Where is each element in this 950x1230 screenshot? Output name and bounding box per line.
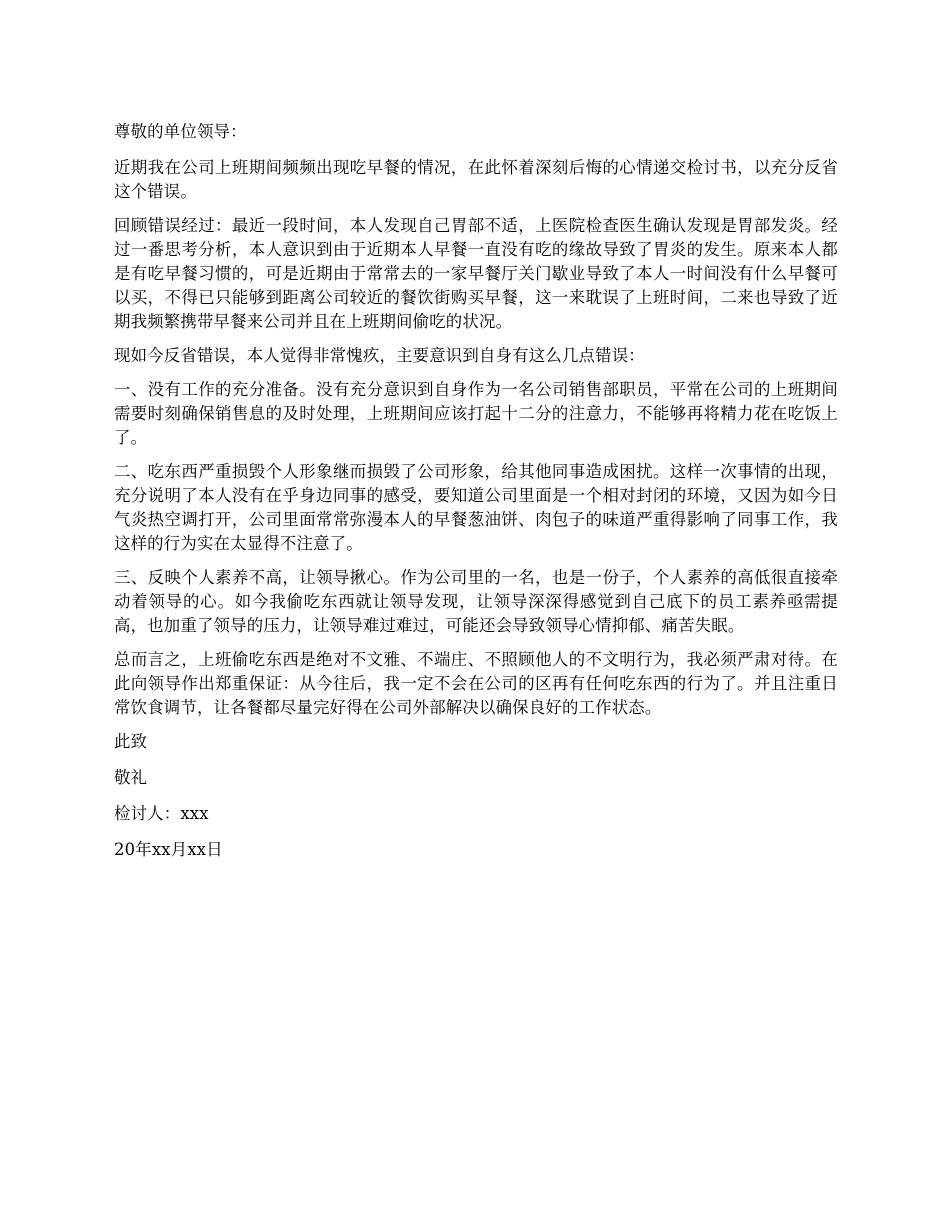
signature: 检讨人：xxx [114, 804, 209, 823]
paragraph-intro: 近期我在公司上班期间频频出现吃早餐的情况，在此怀着深刻后悔的心情递交检讨书，以充分反省这个错误。 [114, 158, 838, 201]
date: 20年xx月xx日 [114, 840, 223, 859]
closing-line-1: 此致 [114, 732, 148, 751]
closing-line-2: 敬礼 [114, 768, 148, 787]
paragraph-conclusion: 总而言之，上班偷吃东西是绝对不文雅、不端庄、不照顾他人的不文明行为，我必须严肃对待。在此向领导作出郑重保证：从今往后，我一定不会在公司的区再有任何吃东西的行为了。并且注重日常饮食调节，让各餐都尽量完好得在公司外部解决以确保良好的工作状态。 [114, 650, 838, 717]
paragraph-point-two: 二、吃东西严重损毁个人形象继而损毁了公司形象，给其他同事造成困扰。这样一次事情的出现，充分说明了本人没有在乎身边同事的感受，要知道公司里面是一个相对封闭的环境，又因为如今日气炎热空调打开，公司里面常常弥漫本人的早餐葱油饼、肉包子的味道严重得影响了同事工作，我这样的行为实在太显得不注意了。 [114, 462, 838, 553]
paragraph-point-one: 一、没有工作的充分准备。没有充分意识到自身作为一名公司销售部职员，平常在公司的上班期间需要时刻确保销售息的及时处理，上班期间应该打起十二分的注意力，不能够再将精力花在吃饭上了。 [114, 380, 838, 447]
paragraph-reflection: 现如今反省错误，本人觉得非常愧疚，主要意识到自身有这么几点错误： [114, 346, 645, 365]
paragraph-review: 回顾错误经过：最近一段时间，本人发现自己胃部不适，上医院检查医生确认发现是胃部发炎。经过一番思考分析，本人意识到由于近期本人早餐一直没有吃的缘故导致了胃炎的发生。原来本人都是有吃早餐习惯的，可是近期由于常常去的一家早餐厅关门歇业导致了本人一时间没有什么早餐可以买，不得已只能够到距离公司较近的餐饮街购买早餐，这一来耽误了上班时间，二来也导致了近期我频繁携带早餐来公司并且在上班期间偷吃的状况。 [114, 216, 838, 331]
salutation: 尊敬的单位领导： [114, 122, 247, 141]
paragraph-point-three: 三、反映个人素养不高，让领导揪心。作为公司里的一名，也是一份子，个人素养的高低很直接牵动着领导的心。如今我偷吃东西就让领导发现，让领导深深得感觉到自己底下的员工素养亟需提高，也加重了领导的压力，让领导难过难过，可能还会导致领导心情抑郁、痛苦失眠。 [114, 568, 838, 635]
letter-document [114, 120, 838, 874]
